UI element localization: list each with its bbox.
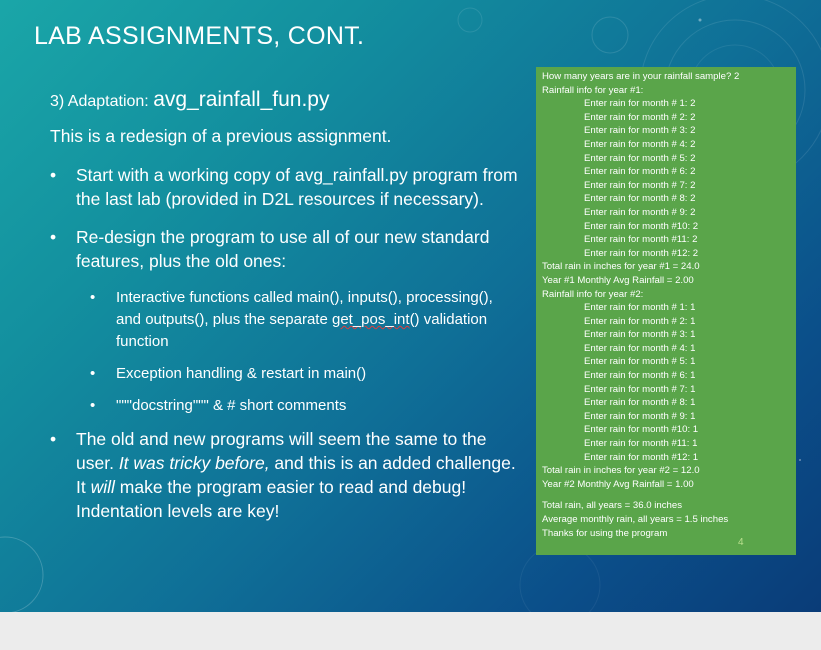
- console-line: Enter rain for month # 4: 1: [584, 342, 696, 354]
- console-line: Enter rain for month # 9: 1: [584, 410, 696, 422]
- console-line: Average monthly rain, all years = 1.5 inches: [542, 514, 729, 525]
- console-line: Enter rain for month #12: 2: [584, 247, 699, 259]
- console-line: [542, 491, 790, 499]
- console-line: Enter rain for month # 3: 1: [584, 329, 696, 341]
- slide-bottom-gutter: [0, 612, 821, 650]
- conclusion-emphasis: It was tricky before,: [118, 453, 270, 473]
- console-line: Enter rain for month # 4: 2: [584, 138, 696, 150]
- page-number: 4: [738, 537, 744, 548]
- bullet-conclusion: [50, 427, 520, 523]
- console-line: Enter rain for month # 3: 2: [584, 125, 696, 137]
- conclusion-part-b: and this is an added challenge. It: [76, 453, 516, 497]
- assignment-heading: [50, 88, 520, 112]
- console-line: Enter rain for month # 6: 1: [584, 370, 696, 382]
- console-line: Enter rain for month # 7: 1: [584, 383, 696, 395]
- slide-body: [50, 88, 520, 537]
- console-line: Rainfall info for year #2:: [542, 288, 644, 300]
- console-line: Enter rain for month # 8: 1: [584, 397, 696, 409]
- console-line: Enter rain for month #12: 1: [584, 451, 699, 463]
- console-line: Total rain, all years = 36.0 inches: [542, 500, 682, 512]
- console-line: Enter rain for month #11: 1: [584, 438, 698, 450]
- console-line: Enter rain for month # 5: 1: [584, 356, 696, 368]
- conclusion-part-c: make the program easier to read and debug! Indentation levels are key!: [76, 477, 467, 521]
- console-line: Enter rain for month #10: 1: [584, 424, 699, 436]
- sub-bullet-functions-text: Interactive functions called main(), inputs(), processing(), and outputs(), plus the separate: [116, 289, 493, 328]
- console-line: Enter rain for month # 1: 1: [584, 302, 696, 314]
- console-line: Enter rain for month # 9: 2: [584, 206, 696, 218]
- intro-text: This is a redesign of a previous assignment.: [50, 126, 392, 146]
- console-line: Enter rain for month # 5: 2: [584, 152, 696, 164]
- console-line: Enter rain for month # 2: 1: [584, 315, 696, 327]
- heading-prefix: 3) Adaptation:: [50, 93, 149, 110]
- console-line: Enter rain for month # 7: 2: [584, 179, 696, 191]
- console-line: Year #2 Monthly Avg Rainfall = 1.00: [542, 478, 694, 490]
- bullet-redesign: • Re-design the program to use all of our new standard features, plus the old ones:: [50, 225, 520, 273]
- sub-bullet-exceptions: • Exception handling & restart in main(): [90, 363, 520, 385]
- console-line: Enter rain for month # 6: 2: [584, 166, 696, 178]
- spellcheck-underlined-word: get_pos_int: [331, 311, 410, 328]
- sub-bullet-docstring: • """docstring""" & # short comments: [90, 395, 520, 417]
- console-line: Enter rain for month #10: 2: [584, 220, 699, 232]
- console-line: Enter rain for month # 8: 2: [584, 193, 696, 205]
- sub-bullet-functions: [90, 287, 520, 353]
- console-output-panel: [536, 67, 796, 555]
- console-line: Total rain in inches for year #2 = 12.0: [542, 465, 700, 477]
- conclusion-part-a: The old and new programs will seem the same to the user.: [76, 429, 487, 473]
- console-line: Enter rain for month # 1: 2: [584, 98, 696, 110]
- bullet-start: • Start with a working copy of avg_rainfall.py program from the last lab (provided in D2L resources if necessary).: [50, 163, 520, 211]
- console-line: How many years are in your rainfall sample? 2: [542, 71, 740, 82]
- console-line: Total rain in inches for year #1 = 24.0: [542, 261, 700, 273]
- sub-bullet-functions-tail: () validation function: [116, 311, 488, 350]
- conclusion-emphasis-will: will: [90, 477, 115, 497]
- slide-title: LAB ASSIGNMENTS, CONT.: [34, 22, 365, 50]
- console-line: Year #1 Monthly Avg Rainfall = 2.00: [542, 274, 694, 286]
- console-line: Thanks for using the program: [542, 527, 668, 539]
- console-line: Rainfall info for year #1:: [542, 84, 644, 96]
- heading-filename: avg_rainfall_fun.py: [153, 88, 330, 111]
- sub-bullet-list: [50, 287, 520, 417]
- console-line: Enter rain for month # 2: 2: [584, 111, 696, 123]
- console-line: Enter rain for month #11: 2: [584, 234, 698, 246]
